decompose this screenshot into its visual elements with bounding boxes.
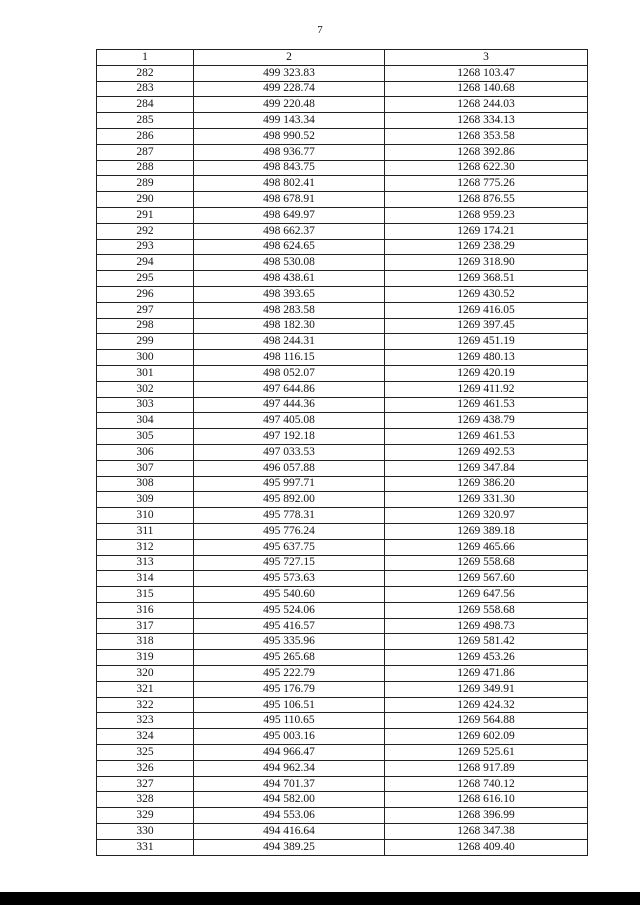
column-header-1: 1 (97, 50, 194, 66)
table-row (97, 760, 588, 776)
point-number-cell: 286 (97, 128, 194, 144)
point-number-cell: 317 (97, 618, 194, 634)
x-coordinate-cell: 494 416.64 (194, 824, 385, 840)
table-row (97, 239, 588, 255)
table-row (97, 223, 588, 239)
point-number-cell: 322 (97, 697, 194, 713)
x-coordinate-cell: 497 405.08 (194, 413, 385, 429)
point-number-cell: 323 (97, 713, 194, 729)
y-coordinate-cell: 1269 525.61 (385, 745, 588, 761)
x-coordinate-cell: 495 222.79 (194, 666, 385, 682)
table-row (97, 413, 588, 429)
y-coordinate-cell: 1269 318.90 (385, 255, 588, 271)
x-coordinate-cell: 498 843.75 (194, 160, 385, 176)
point-number-cell: 296 (97, 286, 194, 302)
y-coordinate-cell: 1268 917.89 (385, 760, 588, 776)
x-coordinate-cell: 494 966.47 (194, 745, 385, 761)
x-coordinate-cell: 498 283.58 (194, 302, 385, 318)
x-coordinate-cell: 495 778.31 (194, 508, 385, 524)
table-row (97, 318, 588, 334)
table-row (97, 587, 588, 603)
x-coordinate-cell: 495 416.57 (194, 618, 385, 634)
y-coordinate-cell: 1269 397.45 (385, 318, 588, 334)
point-number-cell: 294 (97, 255, 194, 271)
x-coordinate-cell: 495 106.51 (194, 697, 385, 713)
point-number-cell: 313 (97, 555, 194, 571)
x-coordinate-cell: 495 997.71 (194, 476, 385, 492)
y-coordinate-cell: 1269 349.91 (385, 681, 588, 697)
point-number-cell: 293 (97, 239, 194, 255)
table-row (97, 81, 588, 97)
x-coordinate-cell: 497 192.18 (194, 429, 385, 445)
table-row (97, 508, 588, 524)
y-coordinate-cell: 1269 411.92 (385, 381, 588, 397)
x-coordinate-cell: 498 182.30 (194, 318, 385, 334)
x-coordinate-cell: 495 335.96 (194, 634, 385, 650)
point-number-cell: 330 (97, 824, 194, 840)
y-coordinate-cell: 1269 238.29 (385, 239, 588, 255)
y-coordinate-cell: 1268 622.30 (385, 160, 588, 176)
point-number-cell: 318 (97, 634, 194, 650)
x-coordinate-cell: 495 176.79 (194, 681, 385, 697)
y-coordinate-cell: 1269 480.13 (385, 350, 588, 366)
table-row (97, 634, 588, 650)
x-coordinate-cell: 498 990.52 (194, 128, 385, 144)
point-number-cell: 305 (97, 429, 194, 445)
point-number-cell: 288 (97, 160, 194, 176)
point-number-cell: 329 (97, 808, 194, 824)
y-coordinate-cell: 1269 174.21 (385, 223, 588, 239)
x-coordinate-cell: 494 389.25 (194, 839, 385, 855)
y-coordinate-cell: 1269 602.09 (385, 729, 588, 745)
column-header-2: 2 (194, 50, 385, 66)
y-coordinate-cell: 1269 438.79 (385, 413, 588, 429)
point-number-cell: 291 (97, 207, 194, 223)
table-row (97, 365, 588, 381)
point-number-cell: 309 (97, 492, 194, 508)
table-row (97, 824, 588, 840)
point-number-cell: 312 (97, 539, 194, 555)
table-row (97, 539, 588, 555)
table-row (97, 397, 588, 413)
y-coordinate-cell: 1269 581.42 (385, 634, 588, 650)
x-coordinate-cell: 494 582.00 (194, 792, 385, 808)
x-coordinate-cell: 494 701.37 (194, 776, 385, 792)
x-coordinate-cell: 498 649.97 (194, 207, 385, 223)
table-row (97, 255, 588, 271)
y-coordinate-cell: 1268 775.26 (385, 176, 588, 192)
x-coordinate-cell: 498 936.77 (194, 144, 385, 160)
x-coordinate-cell: 499 220.48 (194, 97, 385, 113)
x-coordinate-cell: 495 892.00 (194, 492, 385, 508)
y-coordinate-cell: 1269 386.20 (385, 476, 588, 492)
table-row (97, 666, 588, 682)
y-coordinate-cell: 1268 616.10 (385, 792, 588, 808)
scan-bottom-edge (0, 892, 640, 905)
table-row (97, 745, 588, 761)
y-coordinate-cell: 1269 451.19 (385, 334, 588, 350)
table-row (97, 792, 588, 808)
table-row (97, 176, 588, 192)
point-number-cell: 310 (97, 508, 194, 524)
x-coordinate-cell: 498 116.15 (194, 350, 385, 366)
point-number-cell: 328 (97, 792, 194, 808)
table-row (97, 697, 588, 713)
x-coordinate-cell: 495 727.15 (194, 555, 385, 571)
table-row (97, 160, 588, 176)
x-coordinate-cell: 495 540.60 (194, 587, 385, 603)
point-number-cell: 282 (97, 65, 194, 81)
y-coordinate-cell: 1269 320.97 (385, 508, 588, 524)
x-coordinate-cell: 495 776.24 (194, 523, 385, 539)
table-row (97, 334, 588, 350)
point-number-cell: 284 (97, 97, 194, 113)
x-coordinate-cell: 498 802.41 (194, 176, 385, 192)
x-coordinate-cell: 497 033.53 (194, 444, 385, 460)
point-number-cell: 314 (97, 571, 194, 587)
table-row (97, 271, 588, 287)
point-number-cell: 287 (97, 144, 194, 160)
y-coordinate-cell: 1269 492.53 (385, 444, 588, 460)
x-coordinate-cell: 498 244.31 (194, 334, 385, 350)
page-number: 7 (317, 24, 323, 36)
point-number-cell: 326 (97, 760, 194, 776)
y-coordinate-cell: 1269 347.84 (385, 460, 588, 476)
point-number-cell: 285 (97, 113, 194, 129)
y-coordinate-cell: 1268 334.13 (385, 113, 588, 129)
x-coordinate-cell: 495 524.06 (194, 602, 385, 618)
x-coordinate-cell: 499 228.74 (194, 81, 385, 97)
table-row (97, 650, 588, 666)
x-coordinate-cell: 499 323.83 (194, 65, 385, 81)
point-number-cell: 319 (97, 650, 194, 666)
table-row (97, 350, 588, 366)
point-number-cell: 324 (97, 729, 194, 745)
y-coordinate-cell: 1268 244.03 (385, 97, 588, 113)
table-row (97, 602, 588, 618)
y-coordinate-cell: 1269 558.68 (385, 602, 588, 618)
x-coordinate-cell: 498 438.61 (194, 271, 385, 287)
y-coordinate-cell: 1269 558.68 (385, 555, 588, 571)
point-number-cell: 325 (97, 745, 194, 761)
y-coordinate-cell: 1269 453.26 (385, 650, 588, 666)
table-row (97, 729, 588, 745)
y-coordinate-cell: 1268 353.58 (385, 128, 588, 144)
column-header-3: 3 (385, 50, 588, 66)
x-coordinate-cell: 495 573.63 (194, 571, 385, 587)
x-coordinate-cell: 497 644.86 (194, 381, 385, 397)
x-coordinate-cell: 495 003.16 (194, 729, 385, 745)
point-number-cell: 316 (97, 602, 194, 618)
y-coordinate-cell: 1269 465.66 (385, 539, 588, 555)
table-row (97, 492, 588, 508)
table-row (97, 381, 588, 397)
y-coordinate-cell: 1269 647.56 (385, 587, 588, 603)
table-body (97, 65, 588, 855)
table-row (97, 618, 588, 634)
point-number-cell: 295 (97, 271, 194, 287)
y-coordinate-cell: 1269 331.30 (385, 492, 588, 508)
table-row (97, 571, 588, 587)
point-number-cell: 298 (97, 318, 194, 334)
y-coordinate-cell: 1269 389.18 (385, 523, 588, 539)
x-coordinate-cell: 494 962.34 (194, 760, 385, 776)
point-number-cell: 301 (97, 365, 194, 381)
y-coordinate-cell: 1269 420.19 (385, 365, 588, 381)
y-coordinate-cell: 1269 430.52 (385, 286, 588, 302)
point-number-cell: 307 (97, 460, 194, 476)
table-row (97, 128, 588, 144)
x-coordinate-cell: 494 553.06 (194, 808, 385, 824)
point-number-cell: 297 (97, 302, 194, 318)
y-coordinate-cell: 1268 103.47 (385, 65, 588, 81)
x-coordinate-cell: 498 393.65 (194, 286, 385, 302)
y-coordinate-cell: 1269 461.53 (385, 429, 588, 445)
table-header-row (97, 50, 588, 66)
y-coordinate-cell: 1268 876.55 (385, 192, 588, 208)
x-coordinate-cell: 499 143.34 (194, 113, 385, 129)
table-row (97, 207, 588, 223)
table-row (97, 97, 588, 113)
table-row (97, 460, 588, 476)
table-row (97, 713, 588, 729)
point-number-cell: 289 (97, 176, 194, 192)
point-number-cell: 283 (97, 81, 194, 97)
y-coordinate-cell: 1268 347.38 (385, 824, 588, 840)
point-number-cell: 300 (97, 350, 194, 366)
y-coordinate-cell: 1269 471.86 (385, 666, 588, 682)
y-coordinate-cell: 1268 959.23 (385, 207, 588, 223)
table-row (97, 839, 588, 855)
x-coordinate-cell: 498 530.08 (194, 255, 385, 271)
point-number-cell: 321 (97, 681, 194, 697)
table-row (97, 65, 588, 81)
coordinates-table (96, 49, 588, 856)
y-coordinate-cell: 1269 567.60 (385, 571, 588, 587)
table-row (97, 808, 588, 824)
point-number-cell: 302 (97, 381, 194, 397)
x-coordinate-cell: 497 444.36 (194, 397, 385, 413)
y-coordinate-cell: 1269 498.73 (385, 618, 588, 634)
table-row (97, 144, 588, 160)
y-coordinate-cell: 1269 368.51 (385, 271, 588, 287)
x-coordinate-cell: 498 678.91 (194, 192, 385, 208)
x-coordinate-cell: 498 624.65 (194, 239, 385, 255)
point-number-cell: 290 (97, 192, 194, 208)
x-coordinate-cell: 495 265.68 (194, 650, 385, 666)
x-coordinate-cell: 495 637.75 (194, 539, 385, 555)
y-coordinate-cell: 1269 416.05 (385, 302, 588, 318)
y-coordinate-cell: 1268 396.99 (385, 808, 588, 824)
x-coordinate-cell: 495 110.65 (194, 713, 385, 729)
y-coordinate-cell: 1269 424.32 (385, 697, 588, 713)
table-row (97, 192, 588, 208)
point-number-cell: 299 (97, 334, 194, 350)
table-row (97, 429, 588, 445)
table-row (97, 286, 588, 302)
table-row (97, 523, 588, 539)
point-number-cell: 308 (97, 476, 194, 492)
point-number-cell: 315 (97, 587, 194, 603)
table-row (97, 113, 588, 129)
y-coordinate-cell: 1269 461.53 (385, 397, 588, 413)
y-coordinate-cell: 1268 409.40 (385, 839, 588, 855)
table-row (97, 302, 588, 318)
y-coordinate-cell: 1268 740.12 (385, 776, 588, 792)
table-row (97, 444, 588, 460)
point-number-cell: 303 (97, 397, 194, 413)
point-number-cell: 311 (97, 523, 194, 539)
point-number-cell: 320 (97, 666, 194, 682)
point-number-cell: 304 (97, 413, 194, 429)
point-number-cell: 331 (97, 839, 194, 855)
table-row (97, 776, 588, 792)
x-coordinate-cell: 498 662.37 (194, 223, 385, 239)
x-coordinate-cell: 496 057.88 (194, 460, 385, 476)
table-row (97, 681, 588, 697)
y-coordinate-cell: 1268 392.86 (385, 144, 588, 160)
table-row (97, 555, 588, 571)
point-number-cell: 292 (97, 223, 194, 239)
y-coordinate-cell: 1268 140.68 (385, 81, 588, 97)
point-number-cell: 327 (97, 776, 194, 792)
y-coordinate-cell: 1269 564.88 (385, 713, 588, 729)
x-coordinate-cell: 498 052.07 (194, 365, 385, 381)
point-number-cell: 306 (97, 444, 194, 460)
table-row (97, 476, 588, 492)
